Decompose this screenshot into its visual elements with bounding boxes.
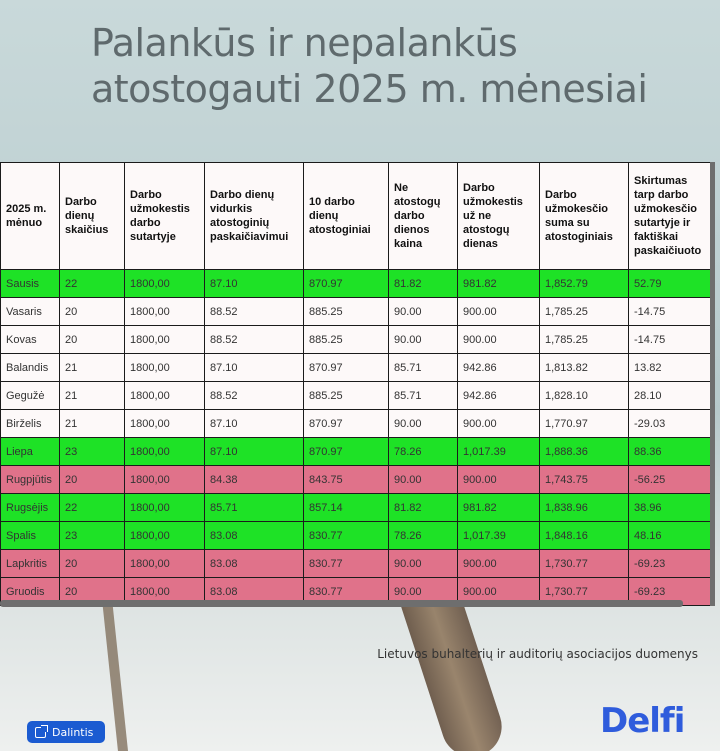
value-cell: 1,848.16	[540, 522, 629, 550]
table-row	[1, 298, 714, 326]
value-cell: 900.00	[458, 326, 540, 354]
column-header-1: Darbo dienų skaičius	[60, 163, 125, 270]
palm-trunk-decoration-2	[101, 590, 129, 751]
value-cell: 1,017.39	[458, 438, 540, 466]
value-cell: 1800,00	[125, 298, 205, 326]
value-cell: 1,828.10	[540, 382, 629, 410]
value-cell: 857.14	[304, 494, 389, 522]
table-row	[1, 410, 714, 438]
table-row	[1, 326, 714, 354]
delfi-logo: Delfi	[600, 701, 685, 741]
value-cell: 88.52	[205, 326, 304, 354]
source-note: Lietuvos buhalterių ir auditorių asociacijos duomenys	[377, 647, 698, 661]
table-row	[1, 550, 714, 578]
value-cell: 87.10	[205, 438, 304, 466]
month-cell: Gruodis	[1, 578, 60, 606]
value-cell: 1,838.96	[540, 494, 629, 522]
value-cell: 21	[60, 354, 125, 382]
value-cell: 1,785.25	[540, 298, 629, 326]
horizontal-scrollbar[interactable]	[0, 600, 683, 607]
value-cell: 90.00	[389, 578, 458, 606]
table-row	[1, 522, 714, 550]
table-body	[1, 270, 714, 606]
value-cell: 22	[60, 494, 125, 522]
value-cell: 20	[60, 466, 125, 494]
value-cell: 1800,00	[125, 438, 205, 466]
value-cell: 87.10	[205, 354, 304, 382]
value-cell: 1,743.75	[540, 466, 629, 494]
value-cell: 52.79	[629, 270, 714, 298]
value-cell: 85.71	[389, 354, 458, 382]
month-cell: Balandis	[1, 354, 60, 382]
value-cell: 78.26	[389, 522, 458, 550]
value-cell: 1800,00	[125, 410, 205, 438]
share-button[interactable]	[27, 721, 105, 743]
value-cell: 885.25	[304, 298, 389, 326]
value-cell: 81.82	[389, 494, 458, 522]
value-cell: 83.08	[205, 578, 304, 606]
value-cell: 1,852.79	[540, 270, 629, 298]
value-cell: 870.97	[304, 270, 389, 298]
month-cell: Lapkritis	[1, 550, 60, 578]
value-cell: 1800,00	[125, 522, 205, 550]
table-header-row	[1, 163, 714, 270]
value-cell: 830.77	[304, 578, 389, 606]
value-cell: 78.26	[389, 438, 458, 466]
value-cell: 1,813.82	[540, 354, 629, 382]
column-header-8: Skirtumas tarp darbo užmokesčio sutartyje ir faktiškai paskaičiuoto	[629, 163, 714, 270]
value-cell: 900.00	[458, 550, 540, 578]
value-cell: -29.03	[629, 410, 714, 438]
month-cell: Birželis	[1, 410, 60, 438]
value-cell: 942.86	[458, 354, 540, 382]
month-cell: Gegužė	[1, 382, 60, 410]
table-row	[1, 382, 714, 410]
value-cell: 28.10	[629, 382, 714, 410]
value-cell: -14.75	[629, 326, 714, 354]
value-cell: 1,785.25	[540, 326, 629, 354]
value-cell: 830.77	[304, 550, 389, 578]
value-cell: 88.36	[629, 438, 714, 466]
data-table-container[interactable]	[0, 162, 715, 606]
value-cell: 83.08	[205, 522, 304, 550]
value-cell: 1800,00	[125, 270, 205, 298]
value-cell: 981.82	[458, 494, 540, 522]
month-cell: Spalis	[1, 522, 60, 550]
value-cell: 20	[60, 550, 125, 578]
value-cell: 870.97	[304, 438, 389, 466]
column-header-3: Darbo dienų vidurkis atostoginių paskaičiavimui	[205, 163, 304, 270]
value-cell: 1800,00	[125, 578, 205, 606]
table-row	[1, 354, 714, 382]
month-cell: Rugpjūtis	[1, 466, 60, 494]
value-cell: 885.25	[304, 326, 389, 354]
value-cell: 85.71	[205, 494, 304, 522]
table-row	[1, 466, 714, 494]
value-cell: 20	[60, 326, 125, 354]
column-header-7: Darbo užmokesčio suma su atostoginiais	[540, 163, 629, 270]
share-button-label: Dalintis	[52, 725, 94, 739]
value-cell: 23	[60, 438, 125, 466]
value-cell: 1,770.97	[540, 410, 629, 438]
value-cell: 981.82	[458, 270, 540, 298]
month-cell: Liepa	[1, 438, 60, 466]
value-cell: 900.00	[458, 298, 540, 326]
value-cell: 1800,00	[125, 550, 205, 578]
value-cell: 885.25	[304, 382, 389, 410]
column-header-5: Ne atostogų darbo dienos kaina	[389, 163, 458, 270]
value-cell: -14.75	[629, 298, 714, 326]
value-cell: -69.23	[629, 550, 714, 578]
title-line-2: atostogauti 2025 m. mėnesiai	[91, 67, 648, 111]
value-cell: 23	[60, 522, 125, 550]
month-cell: Kovas	[1, 326, 60, 354]
value-cell: 1800,00	[125, 466, 205, 494]
month-cell: Sausis	[1, 270, 60, 298]
page-title	[91, 20, 691, 112]
value-cell: 88.52	[205, 382, 304, 410]
value-cell: -69.23	[629, 578, 714, 606]
value-cell: 21	[60, 410, 125, 438]
value-cell: 90.00	[389, 326, 458, 354]
value-cell: 13.82	[629, 354, 714, 382]
value-cell: 942.86	[458, 382, 540, 410]
value-cell: 81.82	[389, 270, 458, 298]
title-line-1: Palankūs ir nepalankūs	[91, 21, 518, 65]
column-header-6: Darbo užmokestis už ne atostogų dienas	[458, 163, 540, 270]
value-cell: 900.00	[458, 410, 540, 438]
value-cell: 90.00	[389, 410, 458, 438]
value-cell: 1800,00	[125, 354, 205, 382]
value-cell: 1800,00	[125, 326, 205, 354]
value-cell: 1,730.77	[540, 550, 629, 578]
value-cell: 20	[60, 298, 125, 326]
value-cell: 87.10	[205, 410, 304, 438]
value-cell: 90.00	[389, 550, 458, 578]
value-cell: -56.25	[629, 466, 714, 494]
value-cell: 38.96	[629, 494, 714, 522]
value-cell: 88.52	[205, 298, 304, 326]
value-cell: 20	[60, 578, 125, 606]
value-cell: 84.38	[205, 466, 304, 494]
column-header-2: Darbo užmokestis darbo sutartyje	[125, 163, 205, 270]
value-cell: 1,017.39	[458, 522, 540, 550]
value-cell: 900.00	[458, 578, 540, 606]
value-cell: 830.77	[304, 522, 389, 550]
column-header-0: 2025 m. mėnuo	[1, 163, 60, 270]
value-cell: 1800,00	[125, 382, 205, 410]
value-cell: 900.00	[458, 466, 540, 494]
value-cell: 83.08	[205, 550, 304, 578]
value-cell: 1,888.36	[540, 438, 629, 466]
value-cell: 90.00	[389, 466, 458, 494]
value-cell: 1,730.77	[540, 578, 629, 606]
value-cell: 21	[60, 382, 125, 410]
value-cell: 1800,00	[125, 494, 205, 522]
value-cell: 22	[60, 270, 125, 298]
share-icon	[35, 727, 46, 738]
value-cell: 843.75	[304, 466, 389, 494]
month-cell: Vasaris	[1, 298, 60, 326]
vacation-months-table	[0, 162, 714, 606]
value-cell: 87.10	[205, 270, 304, 298]
value-cell: 870.97	[304, 354, 389, 382]
value-cell: 870.97	[304, 410, 389, 438]
table-row	[1, 270, 714, 298]
value-cell: 90.00	[389, 298, 458, 326]
month-cell: Rugsėjis	[1, 494, 60, 522]
table-row	[1, 494, 714, 522]
value-cell: 85.71	[389, 382, 458, 410]
table-row	[1, 438, 714, 466]
value-cell: 48.16	[629, 522, 714, 550]
column-header-4: 10 darbo dienų atostoginiai	[304, 163, 389, 270]
